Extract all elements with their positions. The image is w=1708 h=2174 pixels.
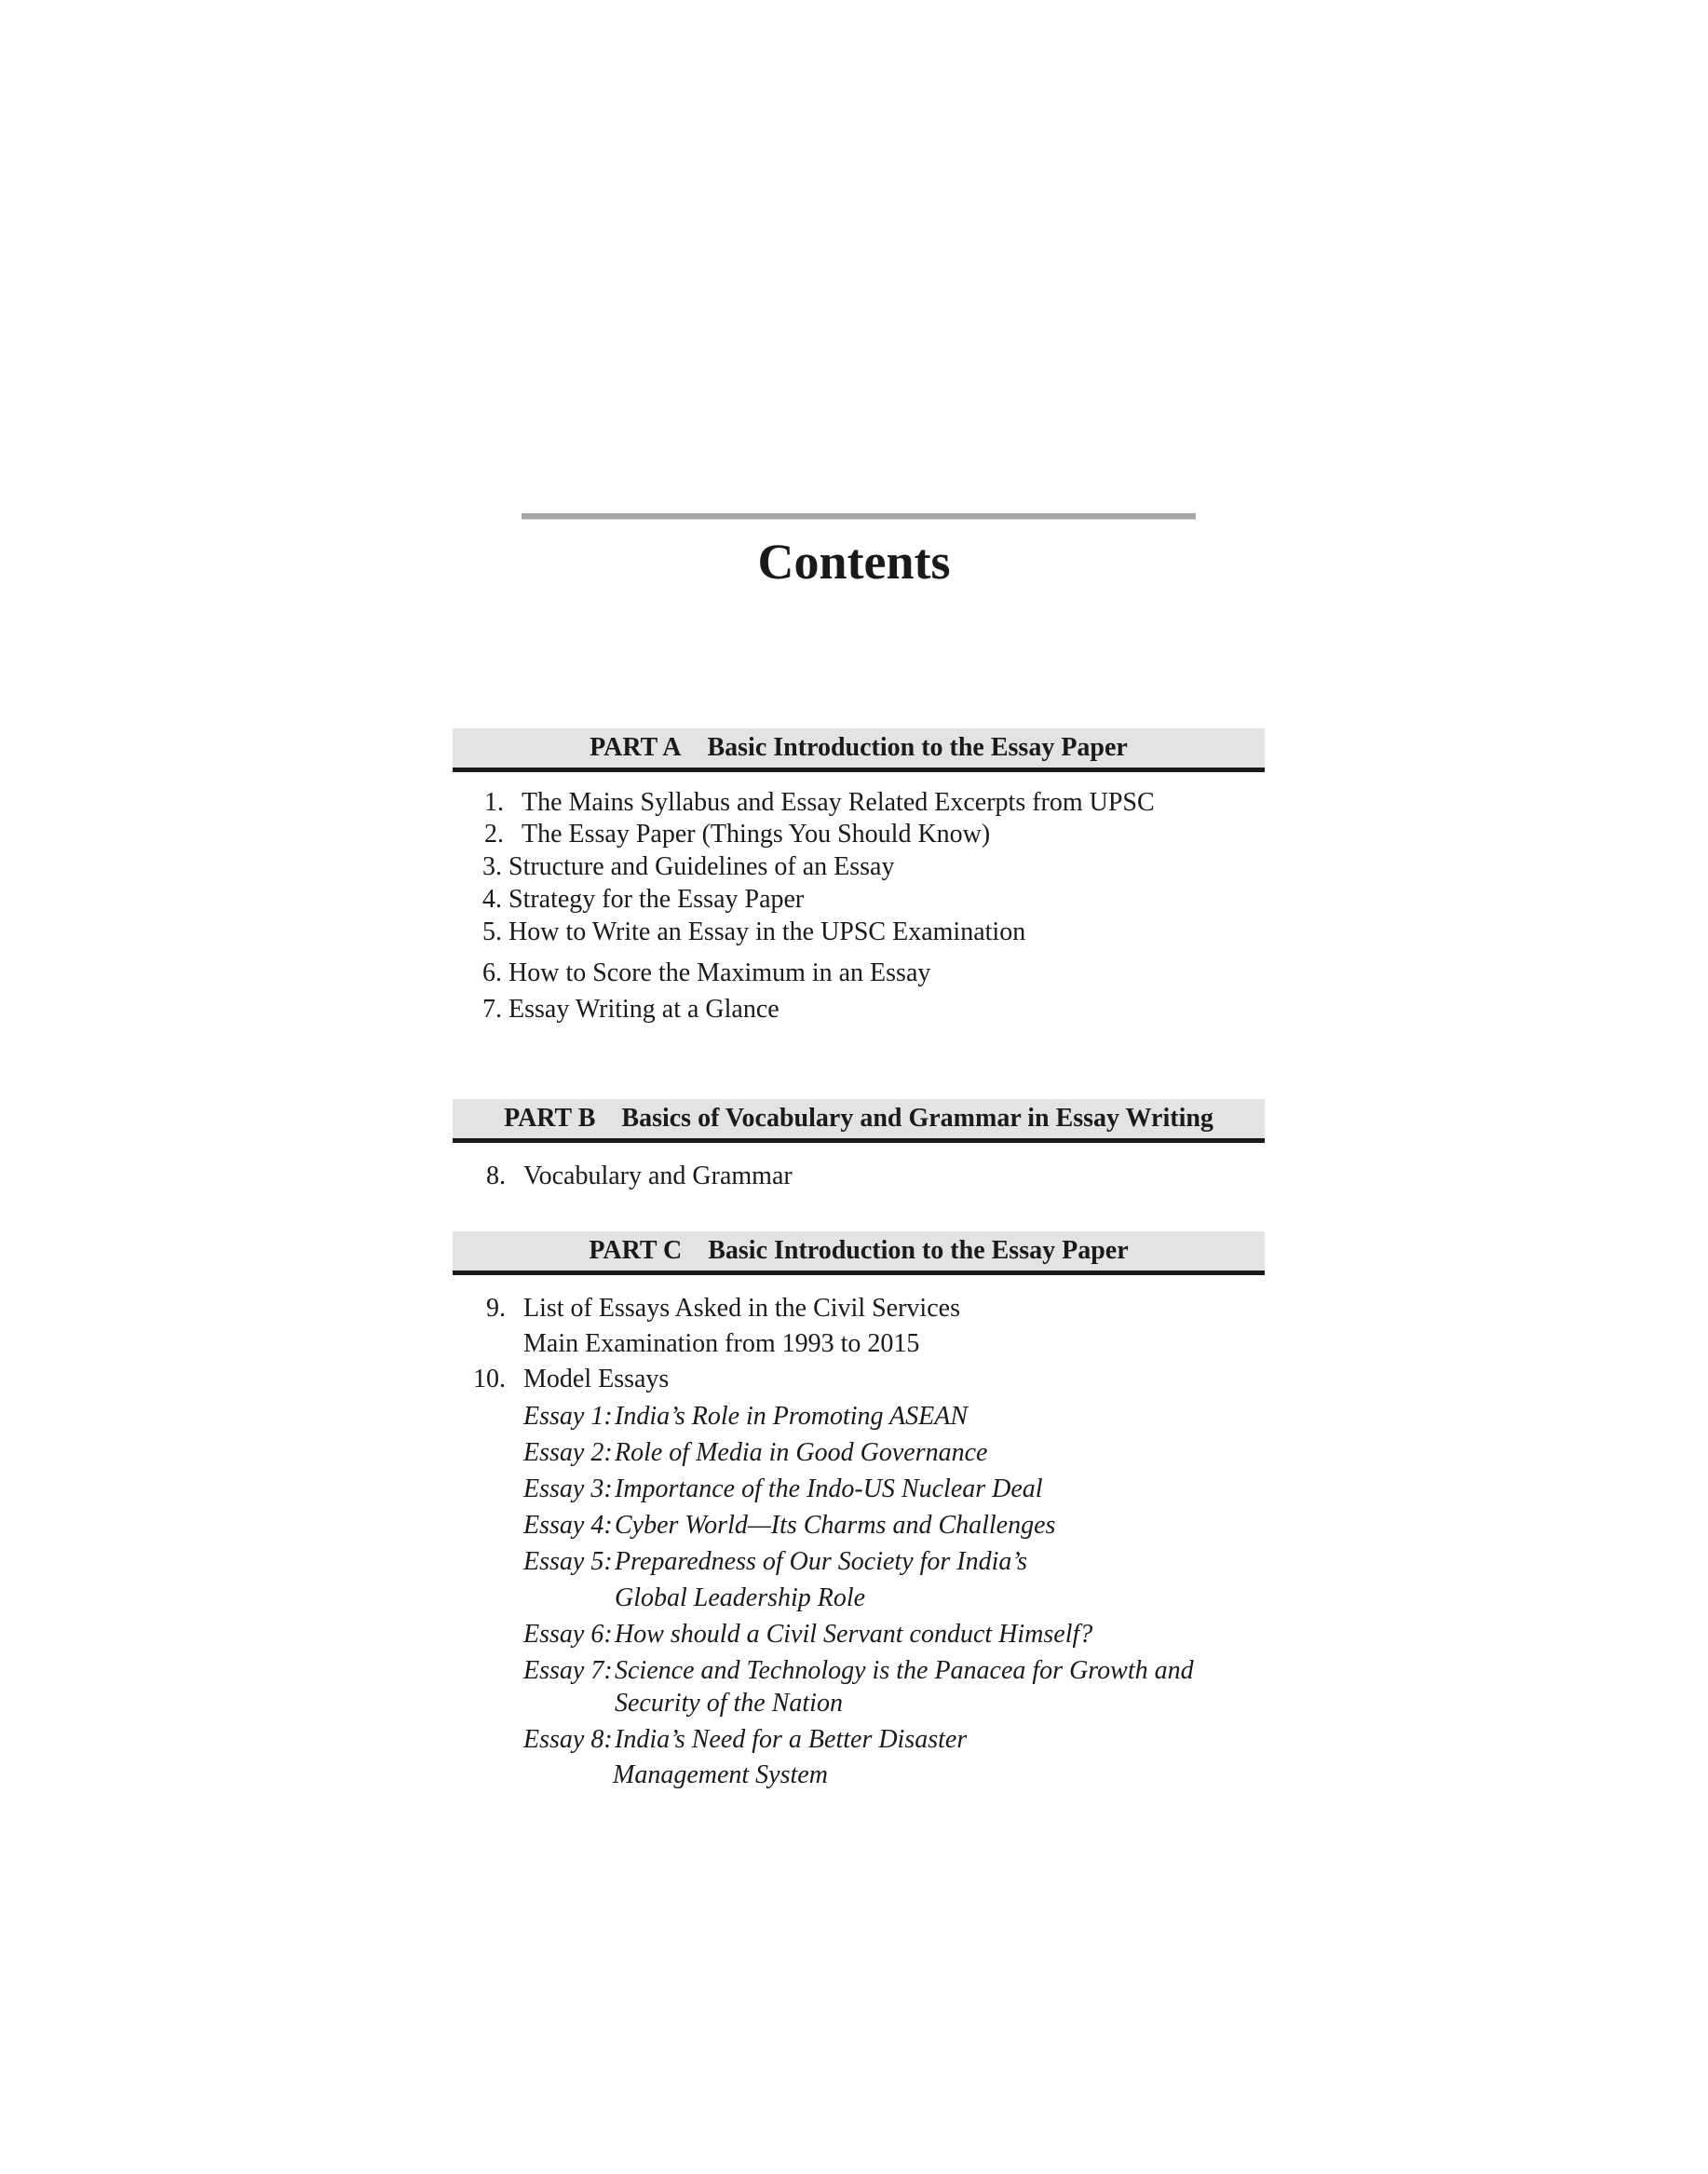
essay-item-3[interactable]: [523, 1473, 1043, 1506]
toc-entry-number: 5.: [482, 917, 502, 946]
toc-entry-title: Strategy for the Essay Paper: [508, 885, 805, 914]
essay-title: India’s Need for a Better Disaster: [615, 1725, 968, 1754]
title-rule: [522, 513, 1196, 520]
essay-title: Cyber World—Its Charms and Challenges: [615, 1511, 1056, 1540]
toc-entry-title: Vocabulary and Grammar: [523, 1162, 793, 1190]
essay-title-continued: Global Leadership Role: [615, 1583, 866, 1612]
essay-title-continued: Management System: [613, 1760, 828, 1789]
essay-item-7[interactable]: [523, 1654, 1194, 1688]
essay-label: Essay 2:: [523, 1438, 613, 1467]
toc-entry-number: 1.: [484, 788, 504, 817]
toc-entry-number: 3.: [482, 852, 502, 881]
essay-label: Essay 8:: [523, 1725, 613, 1754]
toc-entry-4[interactable]: [482, 883, 804, 917]
toc-entry-title: How to Score the Maximum in an Essay: [508, 958, 931, 987]
essay-label: Essay 7:: [523, 1656, 613, 1685]
toc-entry-10[interactable]: [473, 1363, 669, 1396]
page-title: Contents: [757, 534, 951, 590]
essay-label: Essay 3:: [523, 1474, 613, 1503]
toc-entry-number: 4.: [482, 885, 502, 914]
part-a-label: PART A: [590, 733, 682, 762]
part-a-header: [453, 728, 1265, 772]
toc-entry-number: 2.: [484, 820, 504, 849]
essay-label: Essay 1:: [523, 1402, 613, 1431]
essay-item-6[interactable]: [523, 1618, 1092, 1651]
toc-entry-title: How to Write an Essay in the UPSC Examination: [508, 917, 1026, 946]
toc-entry-5[interactable]: [482, 916, 1025, 949]
toc-entry-title: Structure and Guidelines of an Essay: [508, 852, 895, 881]
toc-entry-6[interactable]: [482, 957, 930, 990]
part-c-header: [453, 1231, 1265, 1275]
toc-entry-number: 9.: [486, 1294, 506, 1323]
essay-label: Essay 5:: [523, 1547, 613, 1576]
toc-entry-title: List of Essays Asked in the Civil Services: [523, 1294, 960, 1323]
toc-entry-number: 6.: [482, 958, 502, 987]
toc-entry-number: 8.: [486, 1162, 506, 1190]
essay-title: How should a Civil Servant conduct Himself?: [615, 1620, 1093, 1649]
essay-label: Essay 6:: [523, 1620, 613, 1649]
essay-item-1[interactable]: [523, 1400, 968, 1433]
toc-entry-7[interactable]: [482, 993, 779, 1026]
toc-entry-9-continued: [523, 1327, 919, 1361]
essay-title: Importance of the Indo-US Nuclear Deal: [615, 1474, 1043, 1503]
part-b-title: Basics of Vocabulary and Grammar in Essay Writing: [621, 1104, 1213, 1133]
essay-item-2[interactable]: [523, 1436, 987, 1470]
toc-entry-2[interactable]: [484, 818, 990, 851]
essay-item-8-continued: [613, 1759, 828, 1792]
part-c-title: Basic Introduction to the Essay Paper: [708, 1236, 1129, 1265]
essay-title-continued: Security of the Nation: [615, 1689, 843, 1718]
essay-title: Preparedness of Our Society for India’s: [615, 1547, 1028, 1576]
toc-entry-number: 10.: [473, 1365, 506, 1393]
toc-entry-9[interactable]: [486, 1292, 960, 1325]
toc-entry-8[interactable]: [486, 1160, 793, 1193]
part-c-label: PART C: [589, 1236, 683, 1265]
essay-item-5-continued: [615, 1582, 865, 1615]
part-b-label: PART B: [504, 1104, 596, 1133]
toc-entry-3[interactable]: [482, 850, 894, 884]
toc-entry-title: Model Essays: [523, 1365, 670, 1393]
essay-item-8[interactable]: [523, 1723, 967, 1757]
toc-entry-1[interactable]: [484, 786, 1155, 820]
essay-label: Essay 4:: [523, 1511, 613, 1540]
toc-entry-title: The Essay Paper (Things You Should Know): [522, 820, 991, 849]
essay-item-5[interactable]: [523, 1545, 1027, 1579]
essay-title: India’s Role in Promoting ASEAN: [615, 1402, 969, 1431]
essay-title: Science and Technology is the Panacea for Growth and: [615, 1656, 1194, 1685]
toc-entry-title-continued: Main Examination from 1993 to 2015: [523, 1329, 920, 1358]
essay-title: Role of Media in Good Governance: [615, 1438, 988, 1467]
toc-entry-title: Essay Writing at a Glance: [508, 995, 779, 1024]
essay-item-7-continued: [615, 1687, 843, 1720]
part-a-title: Basic Introduction to the Essay Paper: [707, 733, 1128, 762]
essay-item-4[interactable]: [523, 1509, 1055, 1542]
part-b-header: [453, 1099, 1265, 1143]
toc-entry-number: 7.: [482, 995, 502, 1024]
toc-entry-title: The Mains Syllabus and Essay Related Excerpts from UPSC: [522, 788, 1155, 817]
